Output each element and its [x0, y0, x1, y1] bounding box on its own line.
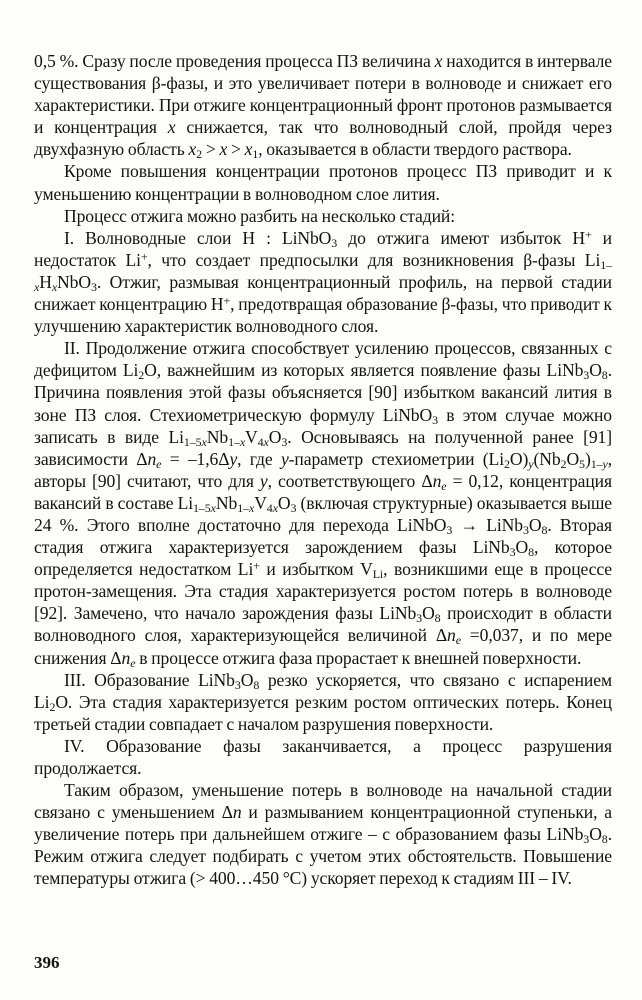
paragraph-stage-4: IV. Образование фазы заканчивается, а процесс разрушения продолжается.: [34, 735, 612, 778]
paragraph-stage-3: III. Образование $LiNb_3O_8$ резко ускоряется, что связано с испарением $Li_2O$. Эта стадия характеризуется резким ростом оптических потерь. Конец третьей стадии совпадает с началом разрушения поверхности.: [34, 669, 612, 734]
paragraph-2: Кроме повышения концентрации протонов процесс ПЗ приводит и к уменьшению концентрации в волноводном слое лития.: [34, 161, 612, 204]
page-number: 396: [34, 953, 60, 972]
paragraph-conclusion: Таким образом, уменьшение потерь в волноводе на начальной стадии связано с уменьшением Δn и размыванием концентрационной ступеньки, а увеличение потерь при дальнейшем отжиге – с образованием фазы $LiNb_3O_8$. Режим отжига следует подбирать с учетом этих обстоятельств. Повышение температуры отжига (> 400…450 °C) ускоряет переход к стадиям III – IV.: [34, 780, 612, 889]
paragraph-stage-2: II. Продолжение отжига способствует усилению процессов, связанных с дефицитом $Li_2O$, важнейшим из которых является появление фазы $LiNb_3O_8$. Причина появления этой фазы объясняется [90] избытком вакансий лития в зоне ПЗ слоя. Стехиометрическую формулу LiNbO$_3$ в этом случае можно записать в виде $Li_{1-5x}Nb_{1-x}V_{4x}O_3$. Основываясь на полученной ранее [91] зависимости $\Delta n_e = -1,6\Delta y$, где y-параметр стехиометрии $(Li_2O)_y(Nb_2O_5)_{1-y}$, авторы [90] считают, что для y, соответствующего $\Delta n_e = 0,12$, концентрация вакансий в составе $Li_{1-5x}Nb_{1-x}V_{4x}O_3$ (включая структурные) оказывается выше 24 %. Этого вполне достаточно для перехода LiNbO$_3$ → $LiNb_3O_8$. Вторая стадия отжига характеризуется зарождением фазы $LiNb_3O_8$, которое определяется недостатком Li+ и избытком $V_{Li}$, возникшими еще в процессе протон-замещения. Эта стадия характеризуется ростом потерь в волноводе [92]. Замечено, что начало зарождения фазы $LiNb_3O_8$ происходит в области волноводного слоя, характеризующейся величиной $\Delta n_e =0,037$, и по мере снижения $\Delta n_e$ в процессе отжига фаза прорастает к внешней поверхности.: [34, 338, 613, 670]
paragraph-stage-1: I. Волноводные слои H : LiNbO$_3$ до отжига имеют избыток H+ и недостаток Li+, что создает предпосылки для возникновения β-фазы $Li_{1-x}H_xNbO_3$. Отжиг, размывая концентрационный профиль, на первой стадии снижает концентрацию H+, предотвращая образование β-фазы, что приводит к улучшению характеристик волноводного слоя.: [34, 227, 613, 337]
paragraph-1: 0,5 %. Сразу после проведения процесса ПЗ величина x находится в интервале существования β-фазы, и это увеличивает потери в волноводе и снижает его характеристики. При отжиге концентрационный фронт протонов размывается и концентрация x снижается, так что волноводный слой, пройдя через двухфазную область $x_2 > x > x_1$, оказывается в области твердого раствора.: [34, 51, 613, 162]
paragraph-3: Процесс отжига можно разбить на несколько стадий:: [64, 205, 455, 226]
